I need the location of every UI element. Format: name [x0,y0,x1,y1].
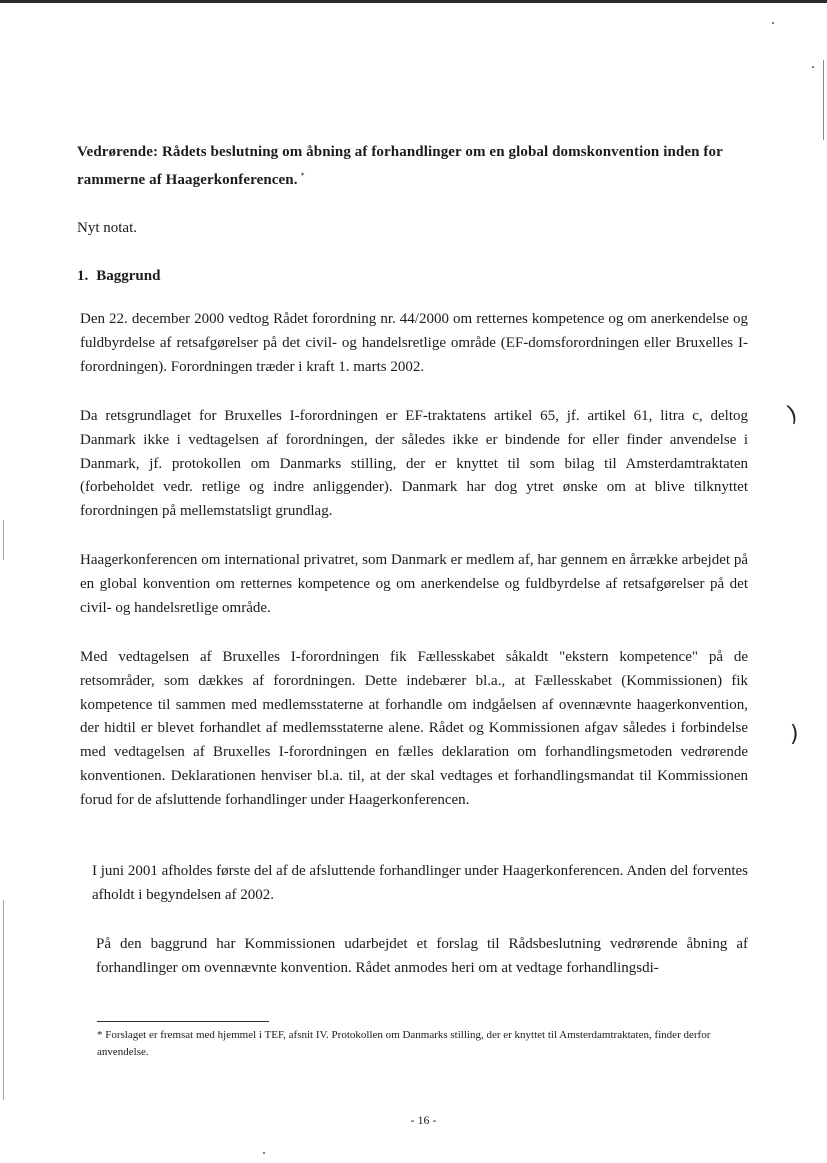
top-border-rule [0,0,827,3]
paragraph-6: På den baggrund har Kommissionen udarbejdet et forslag til Rådsbeslutning vedrørende åbning af forhandlinger om ovennævnte konvention. Rådet anmodes heri om at vedtage forhandlingsdi- [96,936,748,976]
paragraph-3: Haagerkonferencen om international privatret, som Danmark er medlem af, har gennem en årrække arbejdet på en global konvention om retternes kompetence og om anerkendelse og fuldbyrdelse af retsafgørelser på det civil- og handelsretlige område. [80,552,748,616]
title-footnote-marker: * [300,171,305,180]
section-number: 1. [77,268,89,284]
scan-speck [772,22,774,24]
margin-bracket-mark-lower: ) [790,722,799,747]
note-label: Nyt notat. [77,220,137,236]
scan-speck [812,66,814,68]
scan-edge-left-lower [3,900,4,1100]
paragraph-5: I juni 2001 afholdes første del af de afsluttende forhandlinger under Haagerkonferencen. Anden del forventes afholdt i begyndelsen af 2002. [92,863,749,903]
section-heading [77,265,160,287]
scan-speck [263,1152,265,1154]
document-title [77,140,757,192]
page-number: - 16 - [410,1113,437,1127]
paragraph-4: Med vedtagelsen af Bruxelles I-forordningen fik Fællesskabet såkaldt "ekstern kompetence" på de retsområder, som dækkes af forordningen. Dette indebærer bl.a., at Fællesskabet (Kommissionen) fik kompetence til sammen med medlemsstaterne at forhandle om indgåelsen af ovennævnte haagerkonvention, der hidtil er blevet forhandlet af medlemsstaterne alene. Rådet og Kommissionen afgav således i forbindelse med vedtagelsen af Bruxelles I-forordningen en fælles deklaration om forhandlingsmetoden vedrørende konventionen. Deklarationen henviser bl.a. til, at der skal vedtages et forhandlingsmandat til Kommissionen forud for de afsluttende forhandlinger under Haagerkonferencen. [80,649,748,808]
paragraph-1: Den 22. december 2000 vedtog Rådet forordning nr. 44/2000 om retternes kompetence og om anerkendelse og fuldbyrdelse af retsafgørelser på det civil- og handelsretlige område (EF-domsforordningen eller Bruxelles I-forordningen). Forordningen træder i kraft 1. marts 2002. [80,311,748,375]
scan-edge-right [823,60,824,140]
document-title-text: Vedrørende: Rådets beslutning om åbning af forhandlinger om en global domskonvention inden for rammerne af Haagerkonferencen. [77,144,723,188]
margin-bracket-mark-upper: ) [783,401,801,428]
section-heading-text: Baggrund [96,268,161,284]
paragraph-2: Da retsgrundlaget for Bruxelles I-forordningen er EF-traktatens artikel 65, jf. artikel 61, litra c, deltog Danmark ikke i vedtagelsen af forordningen, der således ikke er bindende for eller finder anvendelse i Danmark, jf. protokollen om Danmarks stilling, der er knyttet til som bilag til Amsterdamtraktaten (forbeholdet vedr. retlige og indre anliggender). Danmark har dog ytret ønske om at blive tilknyttet forordningen på mellemstatsligt grundlag. [80,408,748,520]
scan-edge-left-upper [3,520,4,560]
footnote: * Forslaget er fremsat med hjemmel i TEF, afsnit IV. Protokollen om Danmarks stilling, der er knyttet til Amsterdamtraktaten, finder derfor anvendelse. [97,1029,711,1058]
footnote-separator [97,1021,269,1022]
